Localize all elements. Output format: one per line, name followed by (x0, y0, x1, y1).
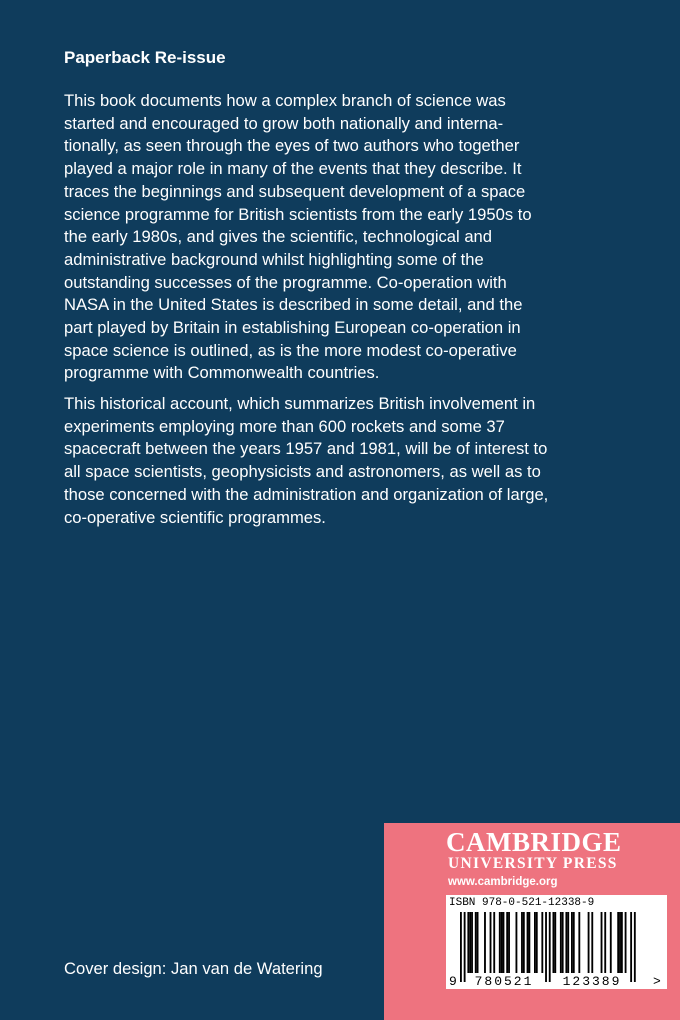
barcode-digit-group-2: 123389 (562, 974, 622, 989)
barcode-bar (621, 912, 623, 973)
barcode-bar (516, 912, 518, 973)
publisher-logo-name: CAMBRIDGE (446, 827, 622, 857)
barcode-bar (562, 912, 564, 973)
paragraph-line: played a major role in many of the events that they describe. It (64, 159, 522, 179)
barcode-bar (464, 912, 466, 982)
paragraph-line: administrative background whilst highlighting some of the (64, 249, 484, 269)
paragraph-line: outstanding successes of the programme. Co-operation with (64, 272, 507, 292)
paragraph-line: co-operative scientific programmes. (64, 507, 326, 527)
publisher-panel (384, 823, 680, 1020)
barcode-bar (545, 912, 547, 982)
barcode-bar (506, 912, 508, 973)
isbn-barcode (446, 895, 667, 989)
back-cover-heading: Paperback Re-issue (64, 48, 226, 67)
paragraph-line: part played by Britain in establishing European co-operation in (64, 318, 521, 338)
cover-design-credit: Cover design: Jan van de Watering (64, 959, 323, 978)
barcode-bar (601, 912, 603, 973)
paragraph-line: science programme for British scientists from the early 1950s to (64, 204, 532, 224)
barcode-bar (521, 912, 523, 973)
paragraph-line: NASA in the United States is described in some detail, and the (64, 295, 523, 315)
barcode-bar (493, 912, 495, 973)
barcode-bar (578, 912, 580, 973)
paragraph-line: This book documents how a complex branch of science was (64, 91, 506, 110)
barcode-bar (541, 912, 543, 973)
barcode-bar (499, 912, 501, 973)
barcode-bar (625, 912, 627, 973)
paragraph-line: This historical account, which summarizes British involvement in (64, 394, 536, 413)
barcode-bar (490, 912, 492, 973)
barcode-bar (617, 912, 619, 973)
publisher-logo-subtitle: UNIVERSITY PRESS (448, 855, 618, 872)
barcode-bar (501, 912, 503, 973)
barcode-bar (619, 912, 621, 973)
paragraph-line: all space scientists, geophysicists and astronomers, as well as to (64, 462, 541, 482)
publisher-website[interactable]: www.cambridge.org (448, 876, 558, 888)
barcode-bar (604, 912, 606, 973)
paragraph-line: traces the beginnings and subsequent development of a space (64, 181, 526, 201)
barcode-bar (477, 912, 479, 973)
barcode-digit-group-1: 780521 (474, 974, 534, 989)
barcode-bar (571, 912, 573, 973)
barcode-bar (528, 912, 530, 973)
barcode-bar (549, 912, 551, 982)
barcode-bar (503, 912, 505, 973)
barcode-bar (475, 912, 477, 973)
paragraph-line: programme with Commonwealth countries. (64, 363, 380, 383)
barcode-bar (630, 912, 632, 982)
paragraph-line: started and encouraged to grow both nationally and interna- (64, 113, 504, 133)
barcode-bar (508, 912, 510, 973)
barcode-bar (565, 912, 567, 973)
barcode-bar (469, 912, 471, 973)
barcode-end-mark: > (653, 974, 661, 989)
barcode-bar (634, 912, 636, 982)
barcode-bar (573, 912, 575, 973)
description-paragraph-1 (64, 90, 624, 385)
barcode-bar (588, 912, 590, 973)
barcode-bar (460, 912, 462, 982)
barcode-bar (534, 912, 536, 973)
barcode-bar (523, 912, 525, 973)
barcode-bar (560, 912, 562, 973)
paragraph-line: space science is outlined, as is the more modest co-operative (64, 340, 517, 360)
barcode-leading-digit: 9 (449, 974, 457, 989)
barcode-bar (527, 912, 529, 973)
paragraph-line: those concerned with the administration and organization of large, (64, 484, 549, 504)
paragraph-line: the early 1980s, and gives the scientific, technological and (64, 227, 493, 247)
description-paragraph-2 (64, 393, 624, 529)
paragraph-line: experiments employing more than 600 rockets and some 37 (64, 416, 505, 436)
isbn-number: ISBN 978-0-521-12338-9 (449, 897, 595, 909)
barcode-bar (553, 912, 555, 973)
barcode-bar (536, 912, 538, 973)
paragraph-line: spacecraft between the years 1957 and 1981, will be of interest to (64, 439, 548, 459)
barcode-bar (554, 912, 556, 973)
paragraph-line: tionally, as seen through the eyes of two authors who together (64, 136, 520, 156)
barcode-bar (610, 912, 612, 973)
barcode-bar (467, 912, 469, 973)
barcode-bar (471, 912, 473, 973)
barcode-bar (484, 912, 486, 973)
barcode-bar (567, 912, 569, 973)
barcode-bar (591, 912, 593, 973)
